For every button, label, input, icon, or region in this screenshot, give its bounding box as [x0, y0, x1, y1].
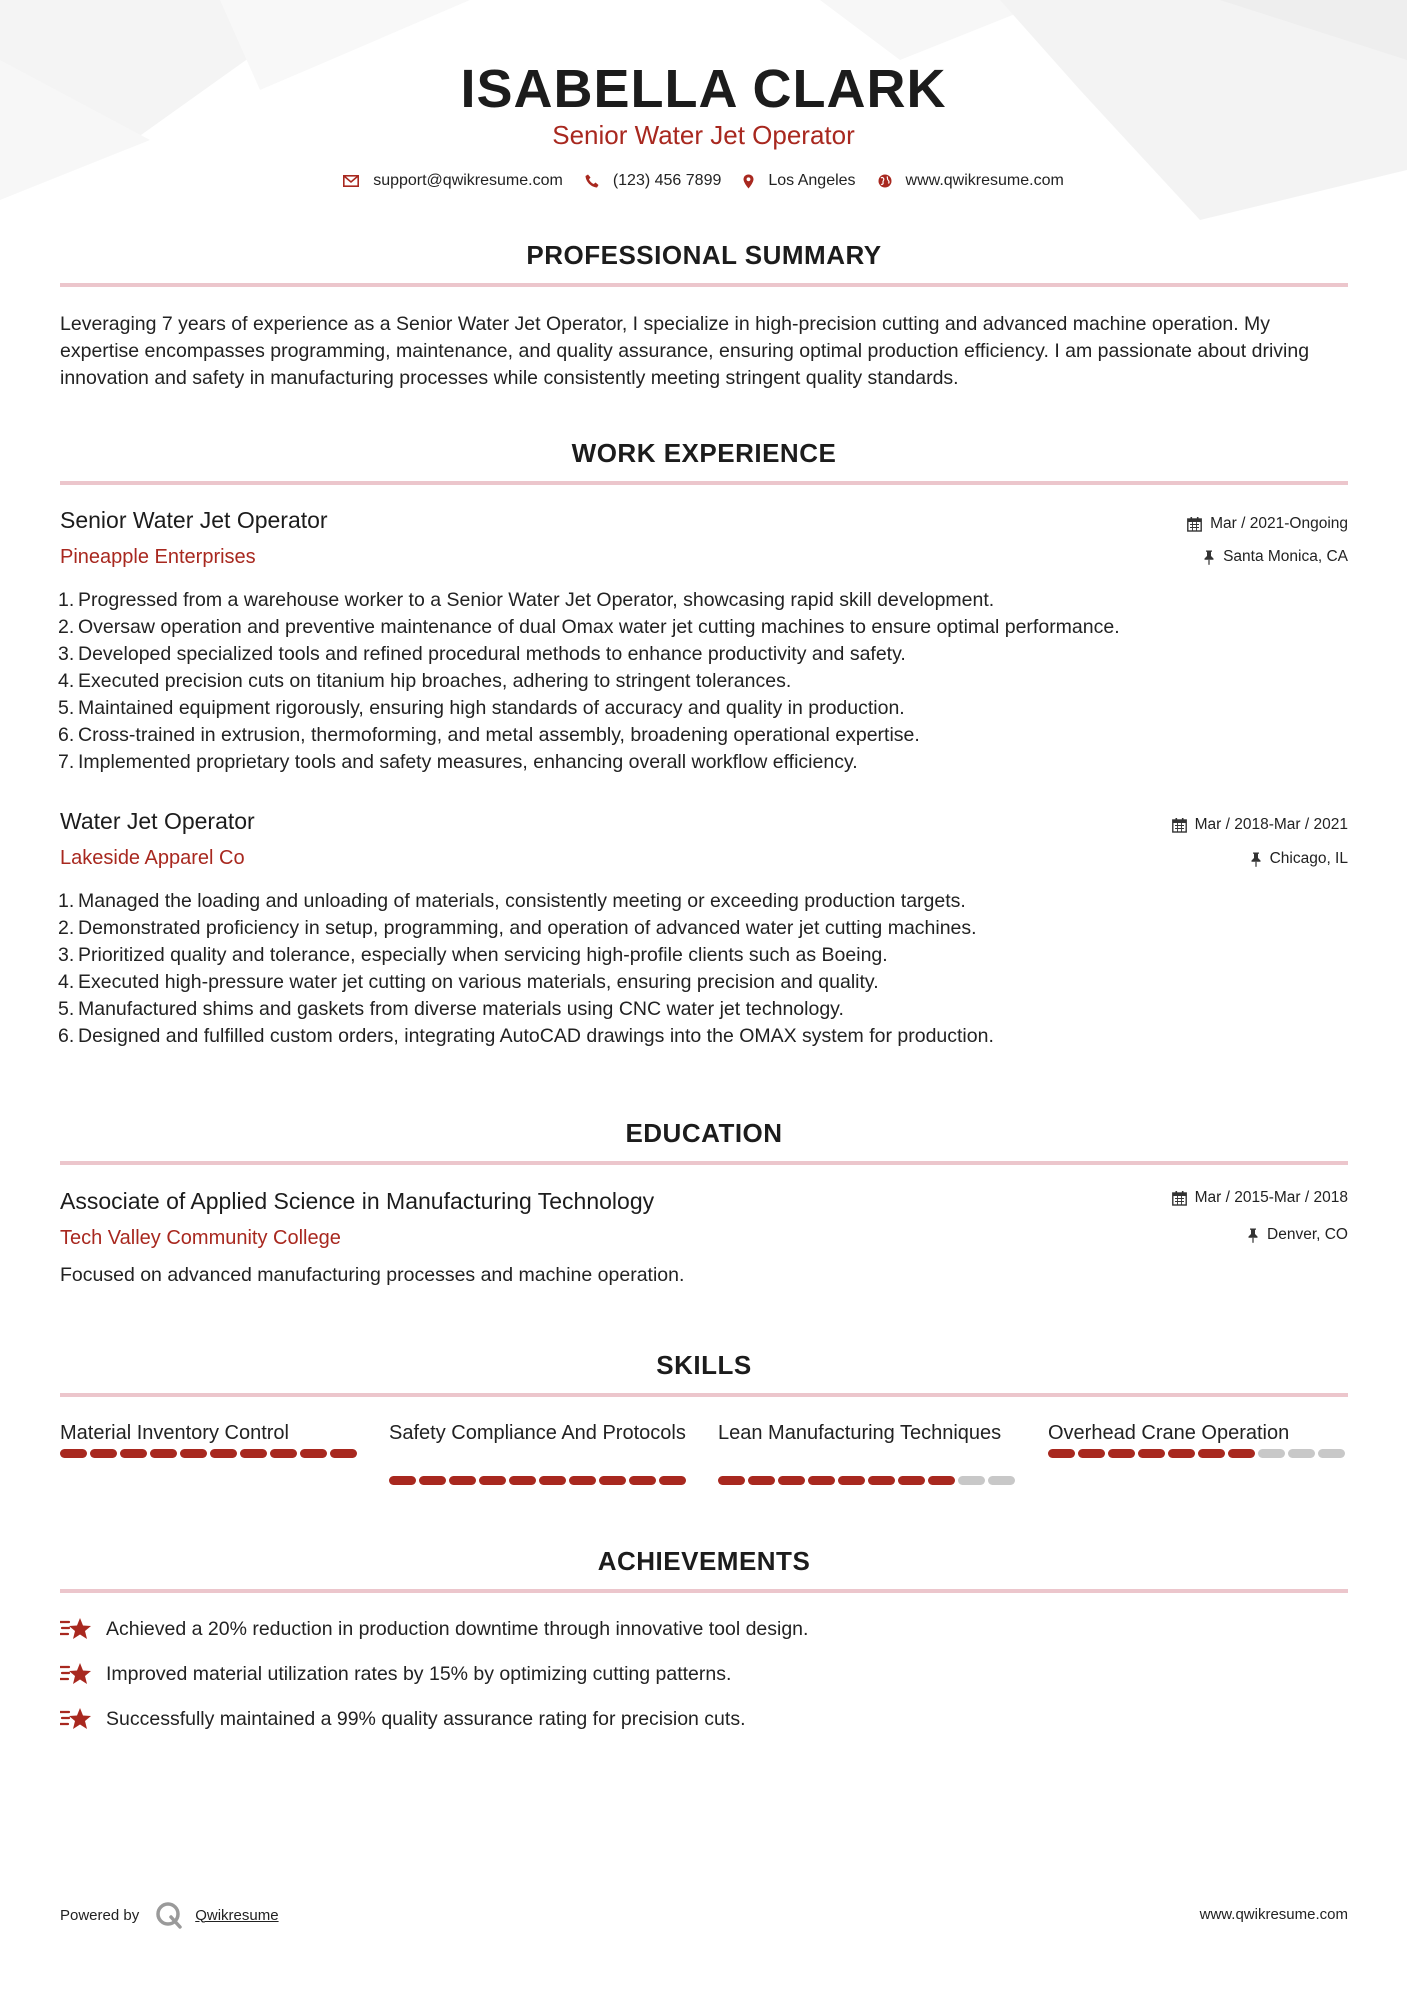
- skill-level-segment-filled: [389, 1476, 416, 1485]
- list-item: 4. Executed high-pressure water jet cutting on various materials, ensuring precision and quality.: [58, 971, 879, 993]
- skill-level-segment-filled: [509, 1476, 536, 1485]
- list-item: 5. Manufactured shims and gaskets from diverse materials using CNC water jet technology.: [58, 998, 844, 1020]
- skill-level-segment-filled: [150, 1449, 177, 1458]
- footer-website-link[interactable]: www.qwikresume.com: [1199, 1906, 1348, 1923]
- job-2-dates: [1172, 816, 1348, 834]
- job-1-dates: [1187, 515, 1348, 533]
- list-item: 5. Maintained equipment rigorously, ensuring high standards of accuracy and quality in production.: [58, 697, 905, 719]
- skill-level-segment-empty: [1288, 1449, 1315, 1458]
- list-item: 7. Implemented proprietary tools and safety measures, enhancing overall workflow efficiency.: [58, 751, 858, 773]
- skill-level-segment-filled: [270, 1449, 297, 1458]
- candidate-name: ISABELLA CLARK: [460, 59, 947, 119]
- list-item: 1. Progressed from a warehouse worker to a Senior Water Jet Operator, showcasing rapid skill development.: [58, 589, 995, 611]
- skill-level-segment-filled: [479, 1476, 506, 1485]
- skill-level-segment-filled: [868, 1476, 895, 1485]
- calendar-icon: [1172, 818, 1187, 833]
- education-dates-text: Mar / 2015-Mar / 2018: [1194, 1189, 1348, 1206]
- skill-level-segment-filled: [210, 1449, 237, 1458]
- contact-email[interactable]: [343, 172, 563, 190]
- education-dates: [1172, 1189, 1348, 1207]
- skill-level-segment-empty: [988, 1476, 1015, 1485]
- contact-website-text: www.qwikresume.com: [905, 172, 1064, 189]
- skill-level-segment-filled: [300, 1449, 327, 1458]
- achievements-section-title: ACHIEVEMENTS: [597, 1546, 811, 1576]
- skill-level-segment-filled: [898, 1476, 925, 1485]
- skill-level-segment-filled: [748, 1476, 775, 1485]
- summary-section-title: PROFESSIONAL SUMMARY: [526, 240, 882, 270]
- job-2-title: Water Jet Operator: [60, 808, 255, 834]
- contact-location-text: Los Angeles: [768, 172, 856, 189]
- list-item: 6. Cross-trained in extrusion, thermoforming, and metal assembly, broadening operational expertise.: [58, 724, 920, 746]
- skill-level-segment-filled: [718, 1476, 745, 1485]
- skill-level-segment-filled: [1168, 1449, 1195, 1458]
- job-1-location: [1203, 548, 1348, 566]
- map-pin-icon: [743, 174, 754, 189]
- skills-section-title: SKILLS: [656, 1350, 752, 1380]
- job-2-dates-text: Mar / 2018-Mar / 2021: [1194, 816, 1348, 833]
- list-item: 4. Executed precision cuts on titanium hip broaches, adhering to stringent tolerances.: [58, 670, 792, 692]
- education-school: Tech Valley Community College: [60, 1227, 341, 1249]
- skill-level-segment-empty: [958, 1476, 985, 1485]
- qwikresume-logo-icon: [155, 1901, 183, 1929]
- achievement-item: [60, 1661, 731, 1687]
- shooting-star-icon: [60, 1616, 92, 1642]
- skill-level-segment-filled: [1198, 1449, 1225, 1458]
- skill-level-segment-filled: [808, 1476, 835, 1485]
- achievement-item: [60, 1616, 808, 1642]
- skill-level-bar: [718, 1476, 1018, 1485]
- skill-item: [1048, 1420, 1348, 1458]
- skill-level-segment-filled: [778, 1476, 805, 1485]
- achievement-text: Achieved a 20% reduction in production downtime through innovative tool design.: [106, 1617, 809, 1640]
- skill-level-segment-filled: [599, 1476, 626, 1485]
- skill-level-bar: [1048, 1449, 1348, 1458]
- globe-icon: [878, 174, 892, 188]
- phone-icon: [585, 174, 599, 188]
- skill-level-segment-filled: [90, 1449, 117, 1458]
- list-item: 3. Prioritized quality and tolerance, especially when servicing high-profile clients such as Boeing.: [58, 944, 888, 966]
- skill-level-bar: [389, 1476, 689, 1485]
- contact-phone[interactable]: [585, 172, 722, 190]
- skill-level-segment-filled: [180, 1449, 207, 1458]
- education-degree: Associate of Applied Science in Manufacturing Technology: [60, 1188, 655, 1214]
- skill-item: [718, 1420, 1018, 1485]
- list-item: 1. Managed the loading and unloading of materials, consistently meeting or exceeding production targets.: [58, 890, 966, 912]
- job-2-company: Lakeside Apparel Co: [60, 847, 245, 869]
- calendar-icon: [1187, 517, 1202, 532]
- skill-level-segment-filled: [838, 1476, 865, 1485]
- achievements-divider: [60, 1589, 1348, 1593]
- summary-text: Leveraging 7 years of experience as a Senior Water Jet Operator, I specialize in high-precision cutting and advanced machine operation. My expertise encompasses programming, maintenance, and quality assurance, ensuring optimal production efficiency. I am passionate about driving innovation and safety in manufacturing processes while consistently meeting stringent quality standards.: [60, 313, 1310, 389]
- list-item: 2. Demonstrated proficiency in setup, programming, and operation of advanced water jet cutting machines.: [58, 917, 977, 939]
- achievement-item: [60, 1706, 746, 1732]
- list-item: 2. Oversaw operation and preventive maintenance of dual Omax water jet cutting machines to ensure optimal performance.: [58, 616, 1120, 638]
- skill-level-segment-filled: [1108, 1449, 1135, 1458]
- achievement-text: Improved material utilization rates by 15% by optimizing cutting patterns.: [106, 1662, 732, 1685]
- contact-email-text: support@qwikresume.com: [373, 172, 563, 189]
- education-location-text: Denver, CO: [1267, 1226, 1348, 1243]
- contact-location: [743, 172, 855, 190]
- skill-level-segment-filled: [1138, 1449, 1165, 1458]
- skill-level-segment-filled: [330, 1449, 357, 1458]
- footer-powered-by: [60, 1901, 279, 1929]
- job-1-dates-text: Mar / 2021-Ongoing: [1210, 515, 1348, 532]
- experience-section-title: WORK EXPERIENCE: [571, 438, 837, 468]
- envelope-icon: [343, 175, 359, 187]
- skill-level-segment-filled: [1228, 1449, 1255, 1458]
- skill-level-segment-filled: [449, 1476, 476, 1485]
- skill-level-segment-filled: [1078, 1449, 1105, 1458]
- skill-level-segment-filled: [240, 1449, 267, 1458]
- qwikresume-link[interactable]: Qwikresume: [195, 1906, 279, 1924]
- job-2-bullets: [58, 888, 1348, 1050]
- skill-item: [60, 1420, 360, 1458]
- education-description: Focused on advanced manufacturing processes and machine operation.: [60, 1264, 685, 1286]
- shooting-star-icon: [60, 1706, 92, 1732]
- skill-level-segment-filled: [928, 1476, 955, 1485]
- contact-bar: [0, 172, 1407, 190]
- skill-level-segment-empty: [1258, 1449, 1285, 1458]
- contact-phone-text: (123) 456 7899: [612, 172, 722, 189]
- skill-level-segment-filled: [539, 1476, 566, 1485]
- contact-website[interactable]: [878, 172, 1064, 190]
- job-2-location-text: Chicago, IL: [1269, 850, 1348, 867]
- skill-level-segment-filled: [120, 1449, 147, 1458]
- skill-level-segment-filled: [1048, 1449, 1075, 1458]
- skill-level-bar: [60, 1449, 360, 1458]
- skill-level-segment-filled: [60, 1449, 87, 1458]
- pushpin-icon: [1247, 1228, 1259, 1243]
- candidate-role: Senior Water Jet Operator: [552, 120, 855, 150]
- list-item: 6. Designed and fulfilled custom orders, integrating AutoCAD drawings into the OMAX system for production.: [58, 1025, 994, 1047]
- job-1-bullets: [58, 587, 1348, 776]
- experience-divider: [60, 481, 1348, 485]
- skills-divider: [60, 1393, 1348, 1397]
- job-1-title: Senior Water Jet Operator: [60, 507, 328, 533]
- skill-name: Safety Compliance And Protocols: [389, 1422, 686, 1444]
- skill-level-segment-empty: [1318, 1449, 1345, 1458]
- pushpin-icon: [1203, 550, 1215, 565]
- education-section-title: EDUCATION: [625, 1118, 783, 1148]
- summary-divider: [60, 283, 1348, 287]
- shooting-star-icon: [60, 1661, 92, 1687]
- job-1-location-text: Santa Monica, CA: [1223, 548, 1348, 565]
- skill-level-segment-filled: [569, 1476, 596, 1485]
- powered-by-label: Powered by: [60, 1906, 140, 1924]
- achievement-text: Successfully maintained a 99% quality assurance rating for precision cuts.: [106, 1707, 746, 1730]
- job-1-company: Pineapple Enterprises: [60, 546, 256, 568]
- skill-level-segment-filled: [629, 1476, 656, 1485]
- education-divider: [60, 1161, 1348, 1165]
- job-2-location: [1250, 850, 1348, 868]
- skill-level-segment-filled: [419, 1476, 446, 1485]
- skill-item: [389, 1420, 689, 1485]
- list-item: 3. Developed specialized tools and refined procedural methods to enhance productivity and safety.: [58, 643, 906, 665]
- skill-level-segment-filled: [659, 1476, 686, 1485]
- calendar-icon: [1172, 1191, 1187, 1206]
- pushpin-icon: [1250, 852, 1262, 867]
- skill-name: Lean Manufacturing Techniques: [718, 1422, 1002, 1444]
- skill-name: Material Inventory Control: [60, 1422, 289, 1444]
- skill-name: Overhead Crane Operation: [1048, 1422, 1290, 1444]
- education-location: [1247, 1226, 1348, 1244]
